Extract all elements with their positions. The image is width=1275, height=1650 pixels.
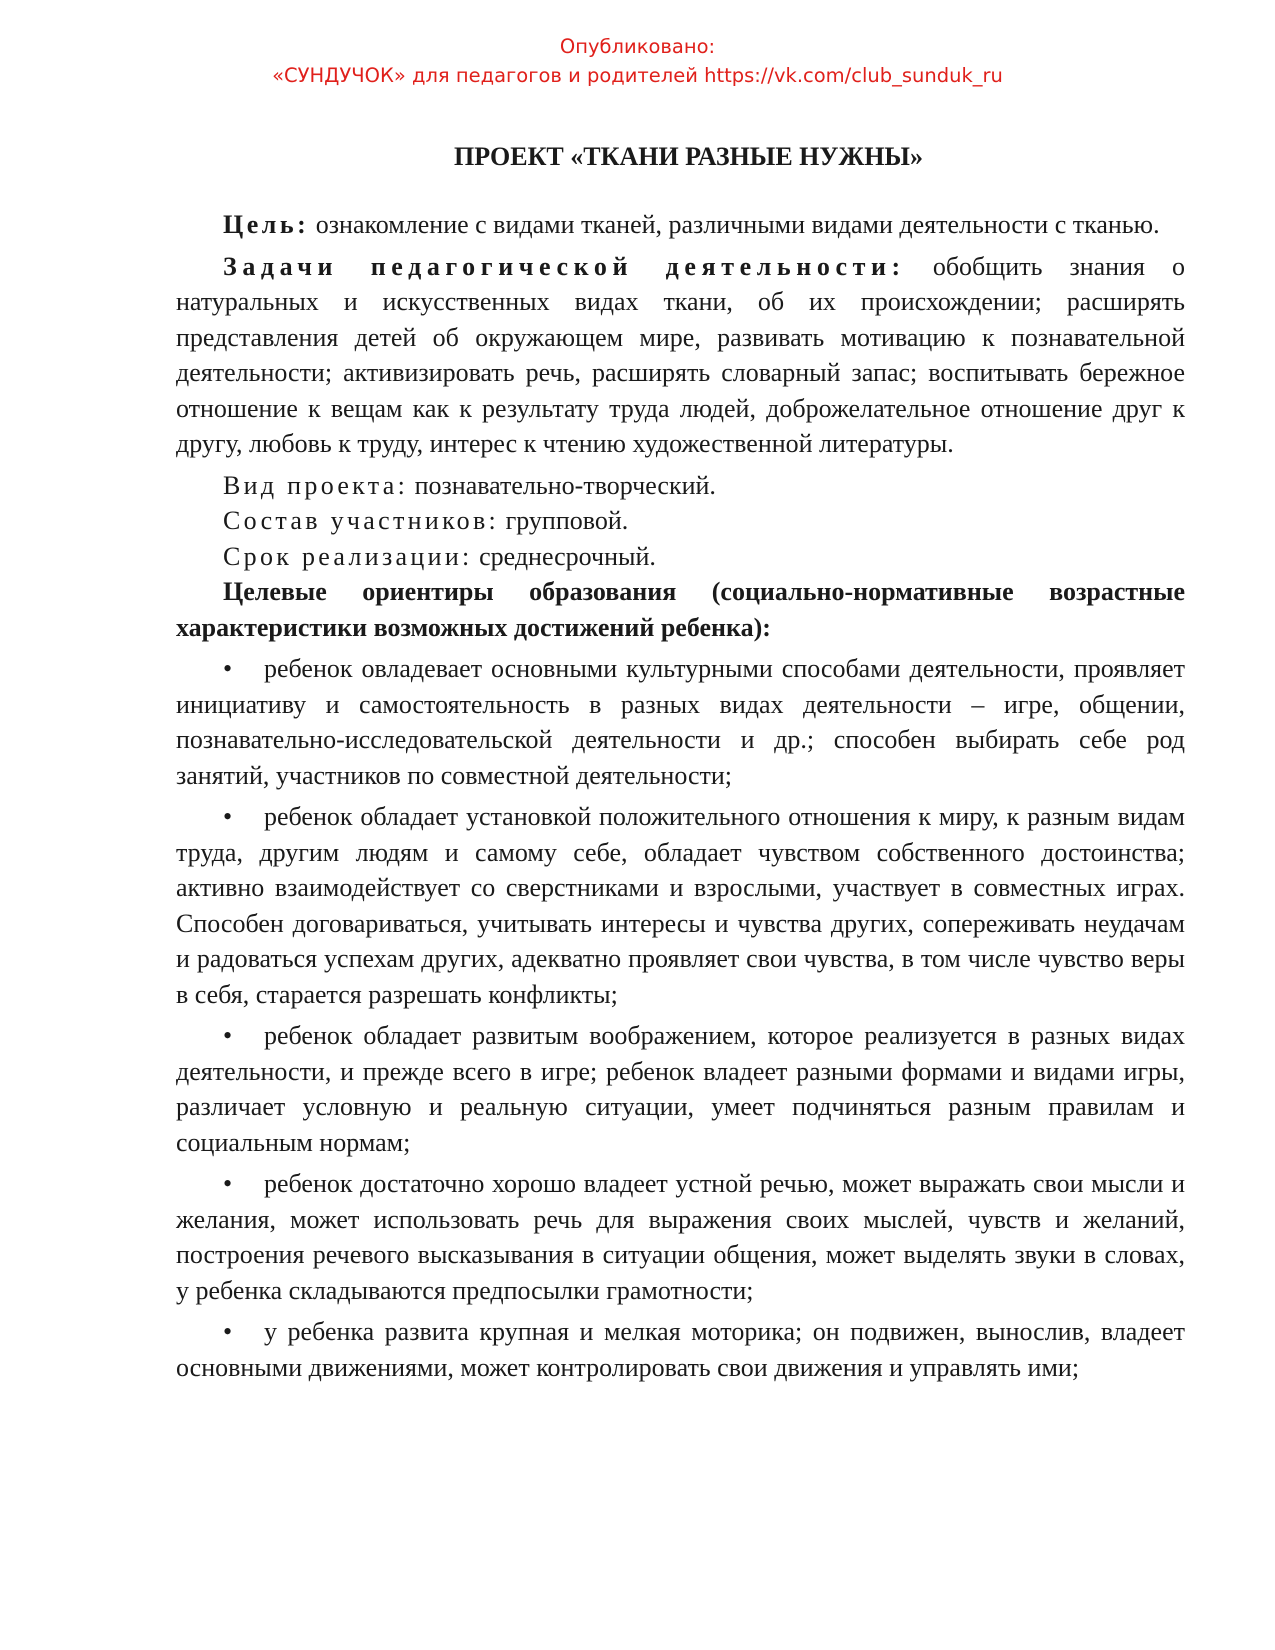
list-item-text: ребенок обладает развитым воображением, которое реализуется в разных видах деятельности, и прежде всего в игре; ребенок владеет разными формами и видами игры, различает условную и реальную ситуации, умеет подчиняться разным правилам и социальным нормам; [176,1021,1185,1157]
list-item-text: ребенок овладевает основными культурными способами деятельности, проявляет инициативу и самостоятельность в разных видах деятельности – игре, общении, познавательно-исследовательской деятельности и др.; способен выбирать себе род занятий, участников по совместной деятельности; [176,654,1185,790]
list-item-text: у ребенка развита крупная и мелкая моторика; он подвижен, вынослив, владеет основными движениями, может контролировать свои движения и управлять ими; [176,1317,1185,1382]
bullet-icon: • [223,1021,233,1050]
bullet-icon: • [223,654,233,683]
tasks-label: Задачи педагогической деятельности: [223,251,906,281]
tasks-text: обобщить знания о натуральных и искусственных видах ткани, об их происхождении; расширять представления детей об окружающем мире, развивать мотивацию к познавательной деятельности; активизировать речь, расширять словарный запас; воспитывать бережное отношение к вещам как к результату труда людей, доброжелательное отношение друг к другу, любовь к труду, интерес к чтению художественной литературы. [176,251,1185,458]
project-type-value: познавательно-творческий. [408,470,716,500]
published-notice [0,32,1275,90]
duration-line [176,539,1185,575]
participants-label: Состав участников: [223,506,500,535]
duration-label: Срок реализации: [223,541,473,571]
list-item [176,1314,1185,1385]
list-item [176,799,1185,1012]
published-source-link[interactable]: «СУНДУЧОК» для педагогов и родителей https://vk.com/club_sunduk_ru [272,64,1003,87]
bullet-icon: • [223,1169,233,1198]
project-type-line [176,468,1185,504]
list-item [176,1018,1185,1160]
targets-heading: Целевые ориентиры образования (социально-нормативные возрастные характеристики возможных достижений ребенка): [176,577,1185,642]
list-item-text: ребенок достаточно хорошо владеет устной речью, может выражать свои мысли и желания, может использовать речь для выражения своих мыслей, чувств и желаний, построения речевого высказывания в ситуации общения, может выделять звуки в словах, у ребенка складываются предпосылки грамотности; [176,1169,1185,1305]
list-item [176,651,1185,793]
goal-text: ознакомление с видами тканей, различными видами деятельности с тканью. [309,210,1160,239]
goal-paragraph [176,207,1185,243]
participants-line [176,503,1185,539]
project-type-label: Вид проекта: [223,470,409,500]
tasks-paragraph [176,249,1185,462]
participants-value: групповой. [499,506,629,535]
duration-value: среднесрочный. [472,541,656,571]
list-item-text: ребенок обладает установкой положительного отношения к миру, к разным видам труда, другим людям и самому себе, обладает чувством собственного достоинства; активно взаимодействует со сверстниками и взрослыми, участвует в совместных играх. Способен договариваться, учитывать интересы и чувства других, сопереживать неудачам и радоваться успехам других, адекватно проявляет свои чувства, в том числе чувство веры в себя, старается разрешать конфликты; [176,802,1185,1009]
published-label: Опубликовано: [559,35,716,58]
goal-label: Цель: [223,210,310,239]
bullet-icon: • [223,1317,233,1346]
bullet-icon: • [223,802,233,831]
document-title: ПРОЕКТ «ТКАНИ РАЗНЫЕ НУЖНЫ» [454,142,923,171]
list-item [176,1166,1185,1308]
document-body [176,140,1185,1391]
